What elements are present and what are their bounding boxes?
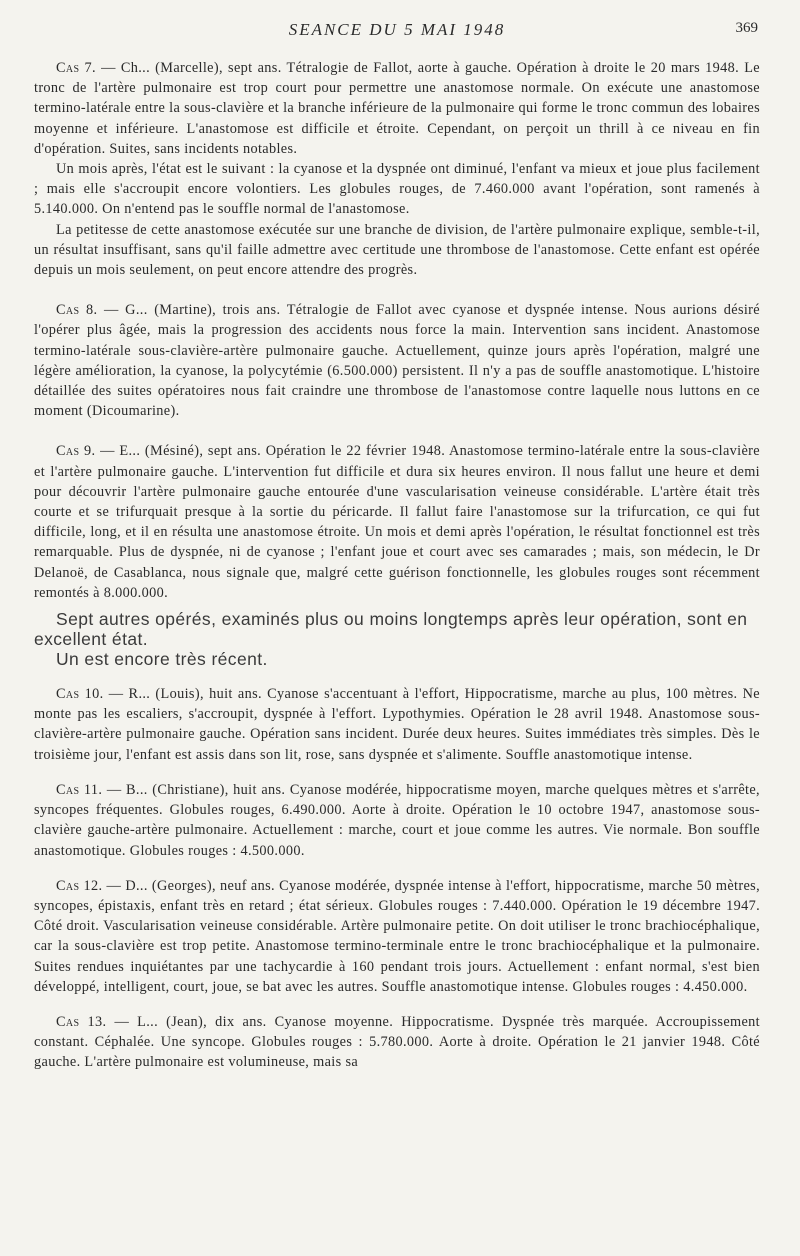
case-7-followup-2: La petitesse de cette anastomose exécutée sur une branche de division, de l'artère pulmonaire explique, semble-t-il, un résultat insuffisant, sans qu'il faille admettre avec certitude une thrombose de l'anastomose. Cette enfant est opérée depuis un mois seulement, on peut encore attendre des progrès. bbox=[34, 221, 760, 279]
case-8-paragraph bbox=[34, 300, 760, 421]
case-label: Cas 10. bbox=[56, 686, 104, 703]
case-label: Cas 8. bbox=[56, 302, 98, 319]
case-label: Cas 9. bbox=[56, 443, 96, 460]
page-header bbox=[34, 0, 760, 58]
case-label: Cas 13. bbox=[56, 1013, 107, 1030]
case-text: — D... (Georges), neuf ans. Cyanose modérée, dyspnée intense à l'effort, hippocratisme, marche 50 mètres, syncopes, épistaxis, enfant très en retard ; état sérieux. Globules rouges : 7.440.000. Opération le 19 décembre 1947. Côté droit. Vascularisation veineuse considérable. Artère pulmonaire petite. On doit utiliser le tronc brachiocéphalique, car la sous-clavière est trop petite. Anastomose termino-terminale entre le tronc brachiocéphalique et la pulmonaire. Suites rendues inquiétantes par une tachycardie à 160 pendant trois jours. Actuellement : enfant normal, s'est bien développé, intelligent, court, joue, se bat avec les autres. Souffle anastomotique intense. Globules rouges : 4.450.000. bbox=[34, 877, 760, 995]
case-text: — E... (Mésiné), sept ans. Opération le 22 février 1948. Anastomose termino-latérale entre la sous-clavière et l'artère pulmonaire gauche. L'intervention fut difficile et dura six heures environ. Il nous fallut une heure et demi pour découvrir l'artère pulmonaire gauche entourée d'une vascularisation veineuse considérable. L'artère était très courte et se trifurquait presque à la sortie du péricarde. Il fallut faire l'anastomose sur la trifurcation, ce qui fut difficile, long, et il en résulta une anastomose étroite. Un mois et demi après l'opération, le résultat fonctionnel est très remarquable. Plus de dyspnée, ni de cyanose ; l'enfant joue et court avec ses camarades ; mais, son médecin, le Dr Delanoë, de Casablanca, nous signale que, malgré cette guérison fonctionnelle, les globules rouges sont récemment remontés à 8.000.000. bbox=[34, 443, 760, 601]
case-label: Cas 12. bbox=[56, 877, 103, 894]
case-10-paragraph bbox=[34, 684, 760, 765]
case-11-paragraph bbox=[34, 780, 760, 861]
case-text: — B... (Christiane), huit ans. Cyanose modérée, hippocratisme moyen, marche quelques mètres et s'arrête, syncopes fréquentes. Globules rouges, 6.490.000. Aorte à droite. Opération le 10 octobre 1947, anastomose sous-clavière gauche-artère pulmonaire. Actuellement : marche, court et joue comme les autres. Vie normale. Bon souffle anastomotique. Globules rouges : 4.500.000. bbox=[34, 781, 760, 859]
case-text: — L... (Jean), dix ans. Cyanose moyenne. Hippocratisme. Dyspnée très marquée. Accroupissement constant. Céphalée. Une syncope. Globules rouges : 5.780.000. Aorte à droite. Opération le 21 janvier 1948. Côté gauche. L'artère pulmonaire est volumineuse, mais sa bbox=[34, 1013, 761, 1071]
case-text: — Ch... (Marcelle), sept ans. Tétralogie de Fallot, aorte à gauche. Opération à droite le 20 mars 1948. Le tronc de l'artère pulmonaire est trop court pour permettre une anastomose normale. On exécute une anastomose termino-latérale entre la sous-clavière et la branche inférieure de la pulmonaire qui forme le tronc commun des lobaires moyenne et inférieure. L'anastomose est difficile et étroite. Cependant, on perçoit un thrill à ce niveau en fin d'opération. Suites, sans incidents notables. bbox=[34, 60, 760, 157]
running-title: SEANCE DU 5 MAI 1948 bbox=[288, 20, 506, 39]
case-12-paragraph bbox=[34, 876, 760, 997]
case-label: Cas 7. bbox=[56, 60, 96, 76]
case-text: — G... (Martine), trois ans. Tétralogie de Fallot avec cyanose et dyspnée intense. Nous aurions désiré l'opérer plus âgée, mais la progression des accidents nous force la main. Intervention sans incident. Anastomose termino-latérale sous-clavière-artère pulmonaire gauche. Actuellement, quinze jours après l'opération, malgré une légère amélioration, la cyanose, la polycytémie (6.500.000) persistent. Il n'y a pas de souffle anastomotique. L'histoire détaillée des suites opératoires nous fait craindre une thrombose de l'anastomose contre laquelle nous luttons en ce moment (Dicoumarine). bbox=[34, 302, 760, 420]
case-text: — R... (Louis), huit ans. Cyanose s'accentuant à l'effort, Hippocratisme, marche au plus, 100 mètres. Ne monte pas les escaliers, s'accroupit, dyspnée à l'effort. Lypothymies. Opération le 28 avril 1948. Anastomose sous-clavière-artère pulmonaire gauche. Opération sans incident. Durée deux heures. Suites immédiates très simples. Dès le troisième jour, l'enfant est assis dans son lit, rose, sans dyspnée et s'alimente. Souffle anastomotique intense. bbox=[34, 686, 760, 763]
summary-line-1: Sept autres opérés, examinés plus ou moins longtemps après leur opération, sont en excellent état. bbox=[34, 609, 748, 650]
case-9-paragraph bbox=[34, 441, 760, 603]
case-7-followup-1: Un mois après, l'état est le suivant : la cyanose et la dyspnée ont diminué, l'enfant va mieux et joue plus facilement ; mais elle s'accroupit encore volontiers. Les globules rouges, de 7.460.000 avant l'opération, sont ramenés à 5.140.000. On n'entend pas le souffle normal de l'anastomose. bbox=[34, 161, 760, 218]
journal-page bbox=[34, 0, 760, 1073]
summary-line-2: Un est encore très récent. bbox=[56, 649, 268, 670]
case-13-paragraph bbox=[34, 1012, 760, 1073]
summary-note bbox=[34, 609, 760, 669]
case-label: Cas 11. bbox=[56, 781, 103, 798]
case-7-paragraph bbox=[34, 58, 760, 159]
page-number: 369 bbox=[735, 20, 758, 36]
